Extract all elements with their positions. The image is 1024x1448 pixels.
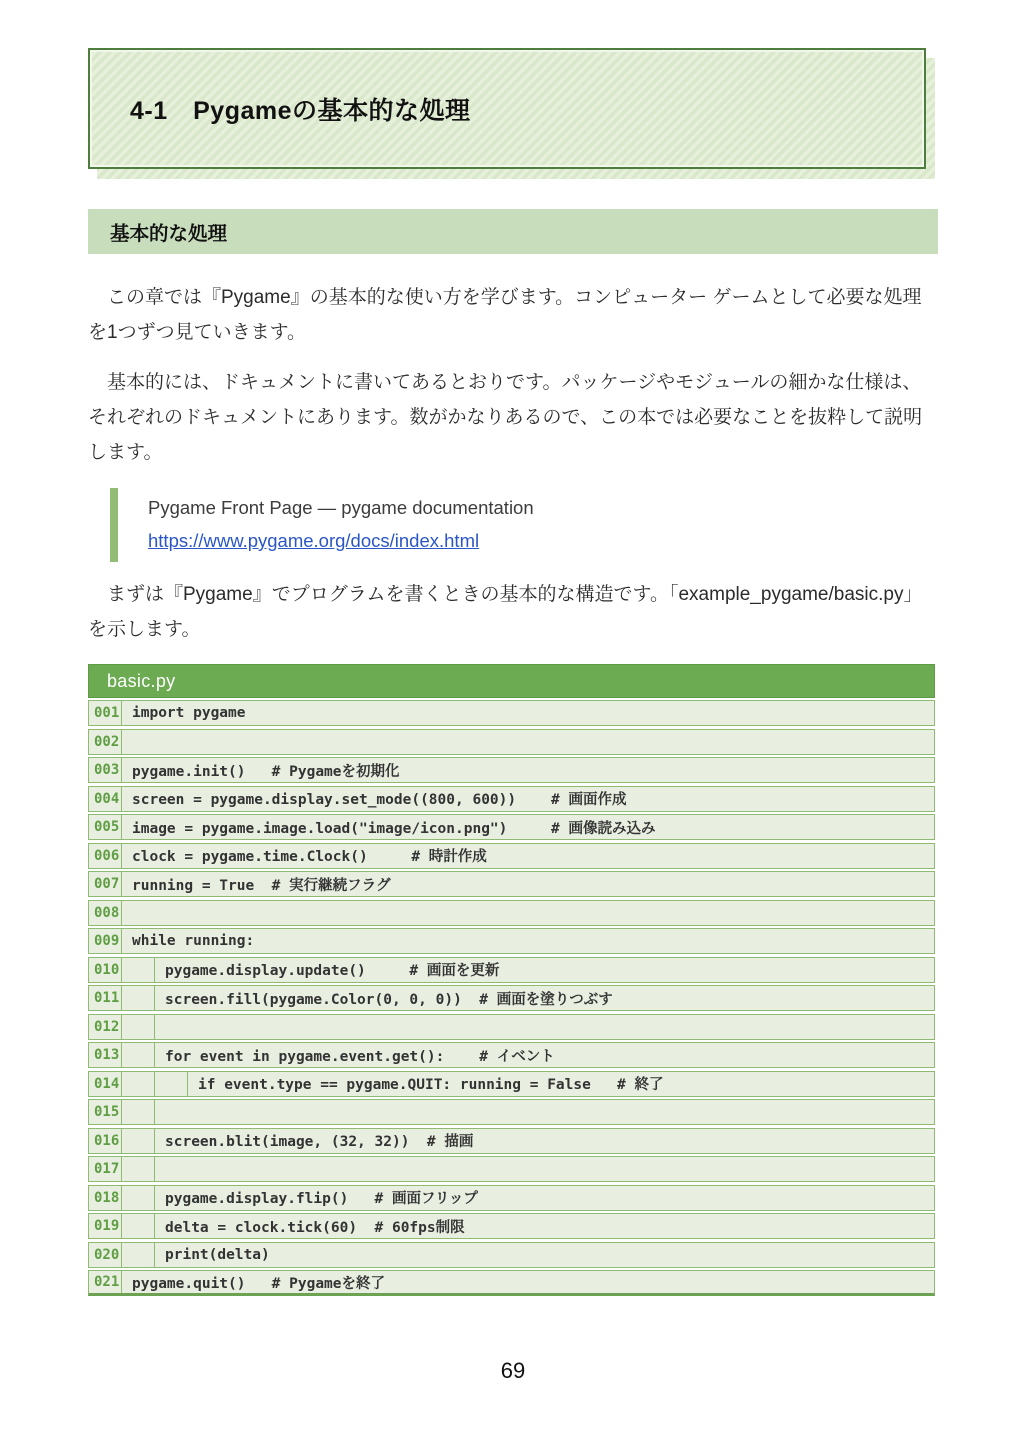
code-text: if event.type == pygame.QUIT: running = False # 終了 <box>198 1077 664 1093</box>
line-number: 010 <box>89 958 122 982</box>
line-number: 009 <box>89 929 122 953</box>
indent-guides <box>122 1157 155 1181</box>
code-line-row <box>88 1242 935 1268</box>
indent-guides <box>122 1214 155 1238</box>
line-number: 018 <box>89 1186 122 1210</box>
line-number: 020 <box>89 1243 122 1267</box>
reference-link[interactable]: https://www.pygame.org/docs/index.html <box>148 530 480 551</box>
code-line-row <box>88 1014 935 1040</box>
reference-block <box>110 488 938 562</box>
indent-guide <box>155 1072 188 1096</box>
code-text: while running: <box>132 933 255 949</box>
code-text <box>155 1157 165 1181</box>
code-line-row <box>88 1042 935 1068</box>
line-number: 003 <box>89 758 122 782</box>
indent-guides <box>122 1243 155 1267</box>
code-line-row <box>88 1071 935 1097</box>
line-number: 017 <box>89 1157 122 1181</box>
line-number: 001 <box>89 701 122 725</box>
paragraph-docs: 基本的には、ドキュメントに書いてあるとおりです。パッケージやモジュールの細かな仕様は、それぞれのドキュメントにあります。数がかなりあるので、この本では必要なことを抜粋して説明します。 <box>88 372 923 463</box>
indent-guide <box>122 958 155 982</box>
indent-guides <box>122 986 155 1010</box>
line-number: 007 <box>89 872 122 896</box>
section-title: 基本的な処理 <box>110 222 228 245</box>
indent-guide <box>122 986 155 1010</box>
code-text: screen = pygame.display.set_mode((800, 600)) # 画面作成 <box>132 792 627 808</box>
line-number: 005 <box>89 815 122 839</box>
reference-title: Pygame Front Page — pygame documentation <box>148 497 534 518</box>
code-text: pygame.display.flip() # 画面フリップ <box>165 1191 478 1207</box>
indent-guide <box>122 1157 155 1181</box>
code-text <box>122 901 132 925</box>
code-line-row <box>88 871 935 897</box>
code-text: pygame.quit() # Pygameを終了 <box>132 1275 386 1292</box>
code-line-row <box>88 786 935 812</box>
code-line-row <box>88 757 935 783</box>
line-number: 004 <box>89 787 122 811</box>
code-text: for event in pygame.event.get(): # イベント <box>165 1048 555 1065</box>
code-text: import pygame <box>132 705 246 721</box>
indent-guide <box>122 1214 155 1238</box>
code-line-row <box>88 1099 935 1125</box>
line-number: 002 <box>89 730 122 754</box>
line-number: 011 <box>89 986 122 1010</box>
page-content <box>88 48 938 1384</box>
code-line-row <box>88 957 935 983</box>
code-listing <box>88 664 935 1296</box>
code-line-row <box>88 1213 935 1239</box>
line-number: 013 <box>89 1043 122 1067</box>
paragraph-intro: この章では『Pygame』の基本的な使い方を学びます。コンピューター ゲームとして必要な処理を1つずつ見ていきます。 <box>88 287 922 343</box>
code-text: pygame.display.update() # 画面を更新 <box>165 963 500 979</box>
line-number: 012 <box>89 1015 122 1039</box>
paragraph-example: まずは『Pygame』でプログラムを書くときの基本的な構造です。「example_pygame/basic.py」を示します。 <box>88 584 923 640</box>
indent-guides <box>122 1072 188 1096</box>
line-number: 021 <box>89 1271 122 1293</box>
code-text <box>155 1015 165 1039</box>
line-number: 014 <box>89 1072 122 1096</box>
code-line-row <box>88 700 935 726</box>
quote-left-bar <box>110 488 118 562</box>
indent-guide <box>122 1129 155 1153</box>
page-footer <box>88 1358 938 1384</box>
code-line-row <box>88 1156 935 1182</box>
indent-guide <box>122 1015 155 1039</box>
page-number: 69 <box>500 1358 526 1383</box>
indent-guides <box>122 1100 155 1124</box>
code-line-row <box>88 900 935 926</box>
indent-guide <box>122 1186 155 1210</box>
banner-box <box>88 48 926 169</box>
code-text: pygame.init() # Pygameを初期化 <box>132 763 400 780</box>
code-filename: basic.py <box>107 670 176 691</box>
quote-body <box>118 488 534 562</box>
code-text: image = pygame.image.load("image/icon.png") # 画像読み込み <box>132 820 656 837</box>
chapter-title-banner <box>88 48 926 169</box>
indent-guide <box>122 1100 155 1124</box>
indent-guides <box>122 1129 155 1153</box>
line-number: 006 <box>89 844 122 868</box>
section-header-bar <box>88 209 938 254</box>
code-line-row <box>88 1270 935 1296</box>
indent-guide <box>122 1243 155 1267</box>
code-text <box>155 1100 165 1124</box>
code-text: delta = clock.tick(60) # 60fps制限 <box>165 1219 465 1236</box>
line-number: 015 <box>89 1100 122 1124</box>
code-text: print(delta) <box>165 1246 270 1263</box>
indent-guide <box>122 1072 155 1096</box>
indent-guides <box>122 1043 155 1067</box>
code-header <box>88 664 935 698</box>
code-text: screen.blit(image, (32, 32)) # 描画 <box>165 1134 474 1150</box>
line-number: 008 <box>89 901 122 925</box>
code-line-row <box>88 1185 935 1211</box>
code-line-row <box>88 729 935 755</box>
code-lines <box>88 700 935 1296</box>
code-text <box>122 730 132 754</box>
indent-guides <box>122 958 155 982</box>
line-number: 016 <box>89 1129 122 1153</box>
indent-guides <box>122 1186 155 1210</box>
code-line-row <box>88 928 935 954</box>
code-text: clock = pygame.time.Clock() # 時計作成 <box>132 849 487 865</box>
code-line-row <box>88 814 935 840</box>
line-number: 019 <box>89 1214 122 1238</box>
code-line-row <box>88 843 935 869</box>
code-text: screen.fill(pygame.Color(0, 0, 0)) # 画面を塗りつぶす <box>165 991 613 1008</box>
code-text: running = True # 実行継続フラグ <box>132 877 391 894</box>
chapter-title: 4-1 Pygameの基本的な処理 <box>130 96 471 125</box>
code-line-row <box>88 1128 935 1154</box>
indent-guides <box>122 1015 155 1039</box>
indent-guide <box>122 1043 155 1067</box>
code-line-row <box>88 985 935 1011</box>
